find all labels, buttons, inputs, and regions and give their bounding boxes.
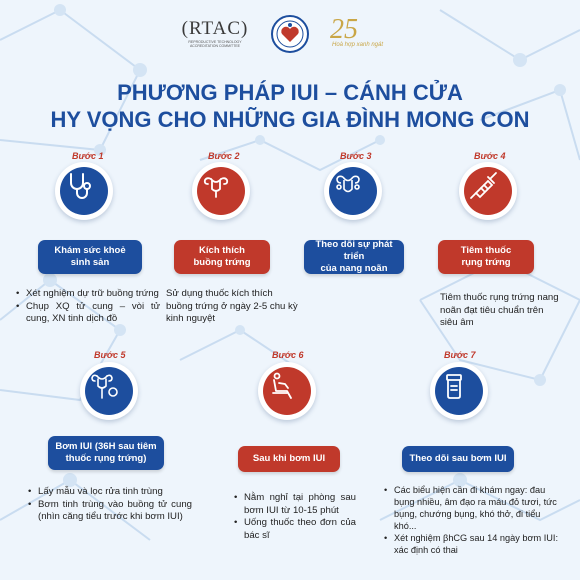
step-3-pill-line-2: của nang noãn [320,263,388,274]
step-3-pill-line-1: Theo dõi sự phát triển [315,239,393,262]
page-title [0,80,580,134]
step-5-item: • Bơm tinh trùng vào buồng tử cung (nhìn căng tiểu trước khi bơm IUI) [28,499,192,524]
step-5-label: Bước 5 [94,350,126,360]
step-2-label: Bước 2 [208,151,240,161]
step-2-pill-line-2: buồng trứng [193,257,251,268]
iui-catheter-icon [89,371,119,401]
follicle-icon [333,171,363,201]
step-7-circle [430,362,488,420]
step-7-description [384,484,560,556]
step-4-pill-line-1: Tiêm thuốc [460,245,512,256]
step-7-label: Bước 7 [444,350,476,360]
step-1-pill-line-1: Khám sức khoẻ [54,245,126,256]
step-3-pill [304,240,404,274]
step-2-circle [192,162,250,220]
step-5-circle [80,362,138,420]
step-7-item: • Các biểu hiện cần đi khám ngay: đau bụng nhiều, âm đạo ra máu đỏ tươi, tức bụng, chướng bụng, khó thở, đi tiểu khó... [384,484,560,532]
step-3-label: Bước 3 [340,151,372,161]
rtac-subtitle: REPRODUCTIVE TECHNOLOGY ACCREDITATION COMMITTEE [188,40,242,48]
step-1-description [16,288,160,326]
stethoscope-icon [64,171,94,201]
hospital-logo [270,14,310,54]
rtac-mark: (RTAC) [181,18,249,39]
pregnancy-test-icon [439,371,469,401]
step-4-description: Tiêm thuốc rụng trứng nang noãn đạt tiêu chuẩn trên siêu âm [440,292,559,328]
step-4-label: Bước 4 [474,151,506,161]
step-6-description [234,492,356,542]
step-5-pill-line-1: Bơm IUI (36H sau tiêm [55,441,157,452]
step-2-pill [174,240,270,274]
step-6-pill [238,446,340,472]
step-1-pill [38,240,142,274]
step-7-item: • Xét nghiệm βhCG sau 14 ngày bơm IUI: xác định có thai [384,532,560,556]
title-line-1: PHƯƠNG PHÁP IUI – CÁNH CỬA [117,80,463,105]
uterus-icon [201,171,231,201]
step-6-circle [258,362,316,420]
step-1-circle [55,162,113,220]
syringe-icon [468,171,498,201]
step-6-item: • Nằm nghỉ tại phòng sau bơm IUI từ 10-15 phút [234,492,356,517]
rtac-logo [178,18,252,48]
step-4-pill-line-2: rụng trứng [461,257,511,268]
step-7-pill-line-1: Theo dõi sau bơm IUI [409,453,507,464]
step-6-label: Bước 6 [272,350,304,360]
anniversary-number: 25 [330,14,358,45]
step-2-pill-line-1: Kích thích [199,245,245,256]
step-1-label: Bước 1 [72,151,104,161]
step-5-pill [48,436,164,470]
reclining-chair-icon [267,371,297,401]
anniversary-slogan: Hoà hợp xanh ngát [332,42,383,48]
step-3-circle [324,162,382,220]
step-6-item: • Uống thuốc theo đơn của bác sĩ [234,517,356,542]
title-line-2: HY VỌNG CHO NHỮNG GIA ĐÌNH MONG CON [50,107,530,132]
step-5-pill-line-2: thuốc rụng trứng) [65,453,147,464]
step-4-circle [459,162,517,220]
step-4-pill [438,240,534,274]
logo-bar [0,14,580,54]
step-5-item: • Lấy mẫu và lọc rửa tinh trùng [28,486,192,499]
step-2-description: Sử dụng thuốc kích thích buồng trứng ở ngày 2-5 chu kỳ kinh nguyệt [166,288,298,324]
step-5-description [28,486,192,524]
step-7-pill [402,446,514,472]
step-1-item: • Xét nghiệm dự trữ buồng trứng [16,288,160,301]
step-6-pill-line-1: Sau khi bơm IUI [252,453,326,464]
anniversary-logo [326,16,386,54]
step-1-pill-line-2: sinh sản [70,257,110,268]
step-1-item: • Chụp XQ tử cung – vòi tử cung, XN tinh dịch đồ [16,301,160,326]
